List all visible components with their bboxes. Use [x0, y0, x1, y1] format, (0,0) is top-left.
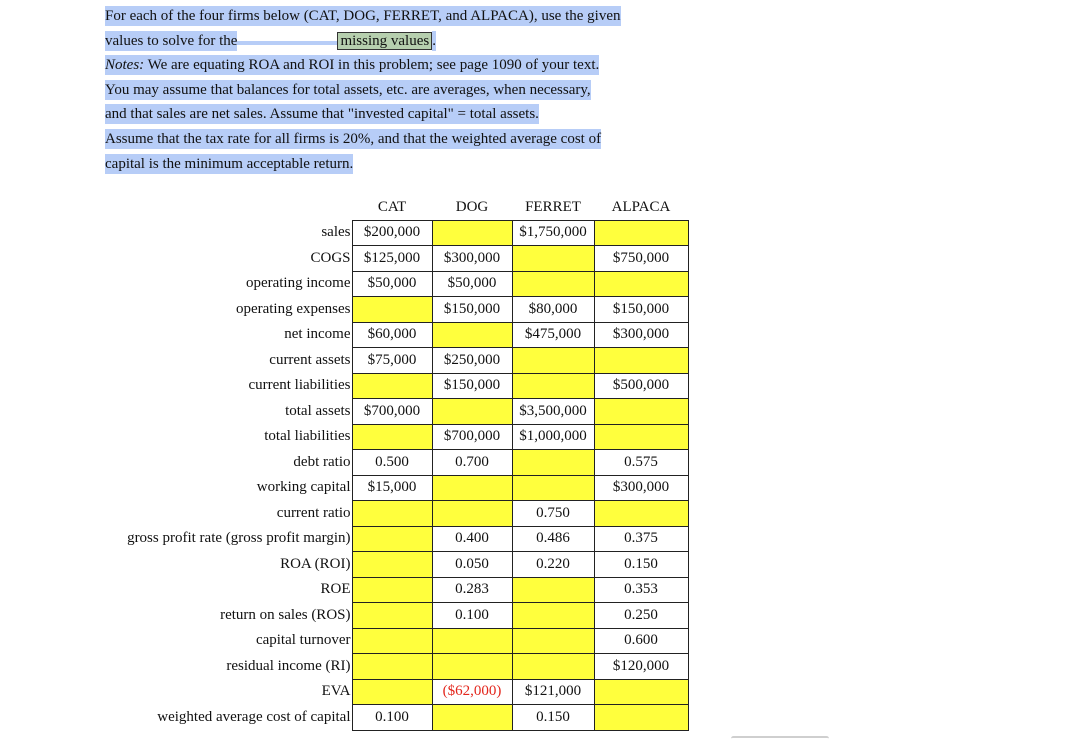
value-cell-cat: $125,000	[352, 246, 432, 272]
row-label: gross profit rate (gross profit margin)	[104, 526, 352, 552]
table-row	[104, 424, 688, 450]
value-cell-ferret: $121,000	[512, 679, 594, 705]
table-header-row	[104, 195, 688, 220]
missing-value-cell-ferret[interactable]	[512, 475, 594, 501]
missing-value-cell-cat[interactable]	[352, 628, 432, 654]
header-dog: DOG	[455, 198, 489, 215]
table-row	[104, 679, 688, 705]
row-label: net income	[104, 322, 352, 348]
missing-value-cell-ferret[interactable]	[512, 450, 594, 476]
missing-value-cell-cat[interactable]	[352, 577, 432, 603]
instructions-line-5: and that sales are net sales. Assume that "invested capital" = total assets.	[105, 106, 539, 123]
instructions-block	[105, 4, 621, 176]
instructions-line-1: For each of the four firms below (CAT, DOG, FERRET, and ALPACA), use the given	[105, 8, 621, 24]
value-cell-dog: 0.700	[432, 450, 512, 476]
notes-label: Notes:	[105, 57, 145, 74]
row-label: ROE	[104, 577, 352, 603]
value-cell-dog: $250,000	[432, 348, 512, 374]
missing-value-cell-cat[interactable]	[352, 526, 432, 552]
value-cell-dog: $50,000	[432, 271, 512, 297]
missing-value-cell-dog[interactable]	[432, 705, 512, 731]
value-cell-alpaca: $300,000	[594, 322, 688, 348]
value-cell-ferret: $3,500,000	[512, 399, 594, 425]
row-label: debt ratio	[104, 450, 352, 476]
value-cell-ferret: $80,000	[512, 297, 594, 323]
row-label: capital turnover	[104, 628, 352, 654]
header-alpaca: ALPACA	[611, 198, 671, 215]
missing-value-cell-alpaca[interactable]	[594, 679, 688, 705]
table-row	[104, 628, 688, 654]
missing-value-cell-cat[interactable]	[352, 424, 432, 450]
missing-value-cell-ferret[interactable]	[512, 603, 594, 629]
missing-value-cell-ferret[interactable]	[512, 577, 594, 603]
missing-value-cell-alpaca[interactable]	[594, 705, 688, 731]
instructions-line-2-prefix: values to solve for the	[105, 32, 238, 49]
value-cell-alpaca: 0.150	[594, 552, 688, 578]
table-row	[104, 297, 688, 323]
value-cell-alpaca: 0.600	[594, 628, 688, 654]
missing-value-cell-alpaca[interactable]	[594, 501, 688, 527]
missing-value-cell-ferret[interactable]	[512, 628, 594, 654]
row-label: return on sales (ROS)	[104, 603, 352, 629]
missing-value-cell-alpaca[interactable]	[594, 220, 688, 246]
table-row	[104, 501, 688, 527]
missing-value-cell-cat[interactable]	[352, 297, 432, 323]
row-label: current liabilities	[104, 373, 352, 399]
table-row	[104, 603, 688, 629]
row-label: COGS	[104, 246, 352, 272]
row-label: current assets	[104, 348, 352, 374]
table-row	[104, 577, 688, 603]
missing-value-cell-dog[interactable]	[432, 501, 512, 527]
header-ferret: FERRET	[525, 198, 581, 215]
missing-value-cell-alpaca[interactable]	[594, 424, 688, 450]
missing-value-cell-dog[interactable]	[432, 654, 512, 680]
value-cell-alpaca: $120,000	[594, 654, 688, 680]
table-row	[104, 450, 688, 476]
value-cell-ferret: 0.150	[512, 705, 594, 731]
value-cell-alpaca: $500,000	[594, 373, 688, 399]
table-row	[104, 552, 688, 578]
table-row	[104, 654, 688, 680]
value-cell-ferret: $1,000,000	[512, 424, 594, 450]
value-cell-dog: ($62,000)	[432, 679, 512, 705]
table-row	[104, 271, 688, 297]
missing-value-cell-ferret[interactable]	[512, 373, 594, 399]
row-label: total liabilities	[104, 424, 352, 450]
table-body	[104, 220, 688, 730]
missing-value-cell-cat[interactable]	[352, 603, 432, 629]
value-cell-ferret: 0.750	[512, 501, 594, 527]
value-cell-cat: 0.100	[352, 705, 432, 731]
row-label: weighted average cost of capital	[104, 705, 352, 731]
missing-value-cell-cat[interactable]	[352, 501, 432, 527]
value-cell-dog: $300,000	[432, 246, 512, 272]
value-cell-alpaca: $300,000	[594, 475, 688, 501]
missing-value-cell-dog[interactable]	[432, 628, 512, 654]
missing-value-cell-ferret[interactable]	[512, 348, 594, 374]
value-cell-ferret: 0.220	[512, 552, 594, 578]
table-row	[104, 246, 688, 272]
missing-value-cell-ferret[interactable]	[512, 246, 594, 272]
value-cell-dog: $700,000	[432, 424, 512, 450]
table-row	[104, 475, 688, 501]
row-label: ROA (ROI)	[104, 552, 352, 578]
table-row	[104, 322, 688, 348]
row-label: residual income (RI)	[104, 654, 352, 680]
value-cell-dog: 0.283	[432, 577, 512, 603]
value-cell-alpaca: $750,000	[594, 246, 688, 272]
row-label: sales	[104, 220, 352, 246]
value-cell-cat: $200,000	[352, 220, 432, 246]
row-label: EVA	[104, 679, 352, 705]
value-cell-alpaca: 0.375	[594, 526, 688, 552]
value-cell-cat: $75,000	[352, 348, 432, 374]
table-row	[104, 526, 688, 552]
value-cell-alpaca: $150,000	[594, 297, 688, 323]
missing-values-legend: missing values	[337, 32, 432, 50]
missing-value-cell-cat[interactable]	[352, 373, 432, 399]
instructions-line-2: values to solve for the missing values .	[105, 32, 436, 49]
value-cell-cat: 0.500	[352, 450, 432, 476]
value-cell-cat: $700,000	[352, 399, 432, 425]
financial-data-table	[104, 195, 689, 731]
table-row	[104, 705, 688, 731]
missing-value-cell-dog[interactable]	[432, 220, 512, 246]
header-cat: CAT	[377, 198, 407, 215]
row-label: operating expenses	[104, 297, 352, 323]
value-cell-cat: $15,000	[352, 475, 432, 501]
instructions-line-4: You may assume that balances for total assets, etc. are averages, when necessary,	[105, 81, 591, 98]
instructions-line-7: capital is the minimum acceptable return.	[105, 155, 354, 172]
table-row	[104, 373, 688, 399]
table-row	[104, 399, 688, 425]
table-row	[104, 220, 688, 246]
missing-value-cell-dog[interactable]	[432, 322, 512, 348]
row-label: operating income	[104, 271, 352, 297]
value-cell-dog: 0.100	[432, 603, 512, 629]
row-label: working capital	[104, 475, 352, 501]
missing-value-cell-dog[interactable]	[432, 399, 512, 425]
instructions-line-3: Notes: We are equating ROA and ROI in this problem; see page 1090 of your text.	[105, 57, 600, 74]
value-cell-cat: $60,000	[352, 322, 432, 348]
missing-value-cell-cat[interactable]	[352, 552, 432, 578]
table-row	[104, 348, 688, 374]
value-cell-dog: 0.400	[432, 526, 512, 552]
row-label: current ratio	[104, 501, 352, 527]
value-cell-cat: $50,000	[352, 271, 432, 297]
missing-value-cell-alpaca[interactable]	[594, 399, 688, 425]
value-cell-alpaca: 0.575	[594, 450, 688, 476]
missing-value-cell-alpaca[interactable]	[594, 271, 688, 297]
missing-value-cell-dog[interactable]	[432, 475, 512, 501]
value-cell-dog: $150,000	[432, 373, 512, 399]
value-cell-dog: $150,000	[432, 297, 512, 323]
value-cell-dog: 0.050	[432, 552, 512, 578]
instructions-line-6: Assume that the tax rate for all firms is 20%, and that the weighted average cost of	[105, 130, 602, 147]
missing-value-cell-alpaca[interactable]	[594, 348, 688, 374]
missing-value-cell-ferret[interactable]	[512, 654, 594, 680]
value-cell-ferret: $1,750,000	[512, 220, 594, 246]
value-cell-ferret: 0.486	[512, 526, 594, 552]
missing-value-cell-cat[interactable]	[352, 679, 432, 705]
value-cell-alpaca: 0.250	[594, 603, 688, 629]
missing-value-cell-cat[interactable]	[352, 654, 432, 680]
missing-value-cell-ferret[interactable]	[512, 271, 594, 297]
value-cell-alpaca: 0.353	[594, 577, 688, 603]
row-label: total assets	[104, 399, 352, 425]
value-cell-ferret: $475,000	[512, 322, 594, 348]
